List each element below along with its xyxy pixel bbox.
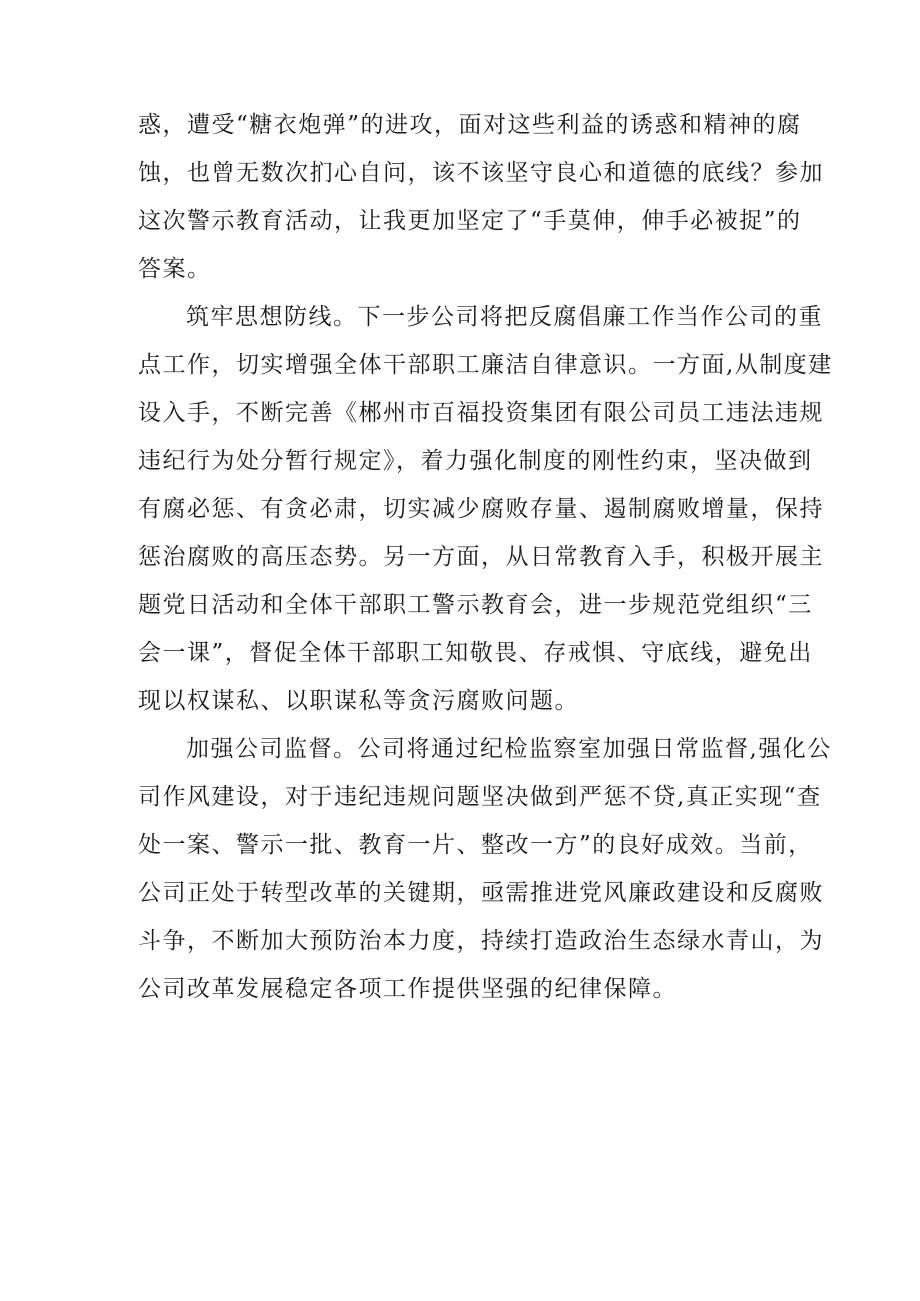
text-line: 处一案、警示一批、教育一片、整改一方”的良好成效。当前， [138, 832, 813, 858]
text-line: 公司改革发展稳定各项工作提供坚强的纪律保障。 [138, 976, 677, 1002]
paragraph-1 [138, 101, 824, 293]
text-line: 司作风建设，对于违纪违规问题坚决做到严惩不贷,真正实现“查 [138, 784, 822, 810]
text-line: 加强公司监督。公司将通过纪检监察室加强日常监督,强化公 [186, 736, 832, 762]
text-line: 蚀，也曾无数次扪心自问，该不该坚守良心和道德的底线？参加 [138, 160, 824, 186]
text-line: 会一课”，督促全体干部职工知敬畏、存戒惧、守底线，避免出 [138, 640, 813, 666]
text-line: 违纪行为处分暂行规定》，着力强化制度的刚性约束，坚决做到 [138, 448, 813, 474]
text-line: 公司正处于转型改革的关键期，亟需推进党风廉政建设和反腐败 [138, 880, 824, 906]
text-line: 有腐必惩、有贪必肃，切实减少腐败存量、遏制腐败增量，保持 [138, 496, 824, 522]
text-line: 现以权谋私、以职谋私等贪污腐败问题。 [138, 688, 579, 714]
text-line: 点工作，切实增强全体干部职工廉洁自律意识。一方面,从制度建 [138, 352, 833, 378]
text-line: 惩治腐败的高压态势。另一方面，从日常教育入手，积极开展主 [138, 544, 824, 570]
text-line: 答案。 [138, 256, 212, 282]
text-line: 惑，遭受“糖衣炮弹”的进攻，面对这些利益的诱惑和精神的腐 [138, 112, 802, 138]
document-body [138, 101, 833, 1013]
text-line: 这次警示教育活动，让我更加坚定了“手莫伸，伸手必被捉”的 [138, 208, 802, 234]
text-line: 筑牢思想防线。下一步公司将把反腐倡廉工作当作公司的重 [186, 304, 823, 330]
paragraph-3 [138, 725, 832, 1013]
text-line: 题党日活动和全体干部职工警示教育会，进一步规范党组织“三 [138, 592, 813, 618]
text-line: 斗争，不断加大预防治本力度，持续打造政治生态绿水青山，为 [138, 928, 824, 954]
text-line: 设入手，不断完善《郴州市百福投资集团有限公司员工违法违规 [138, 400, 824, 426]
paragraph-2 [138, 293, 833, 725]
